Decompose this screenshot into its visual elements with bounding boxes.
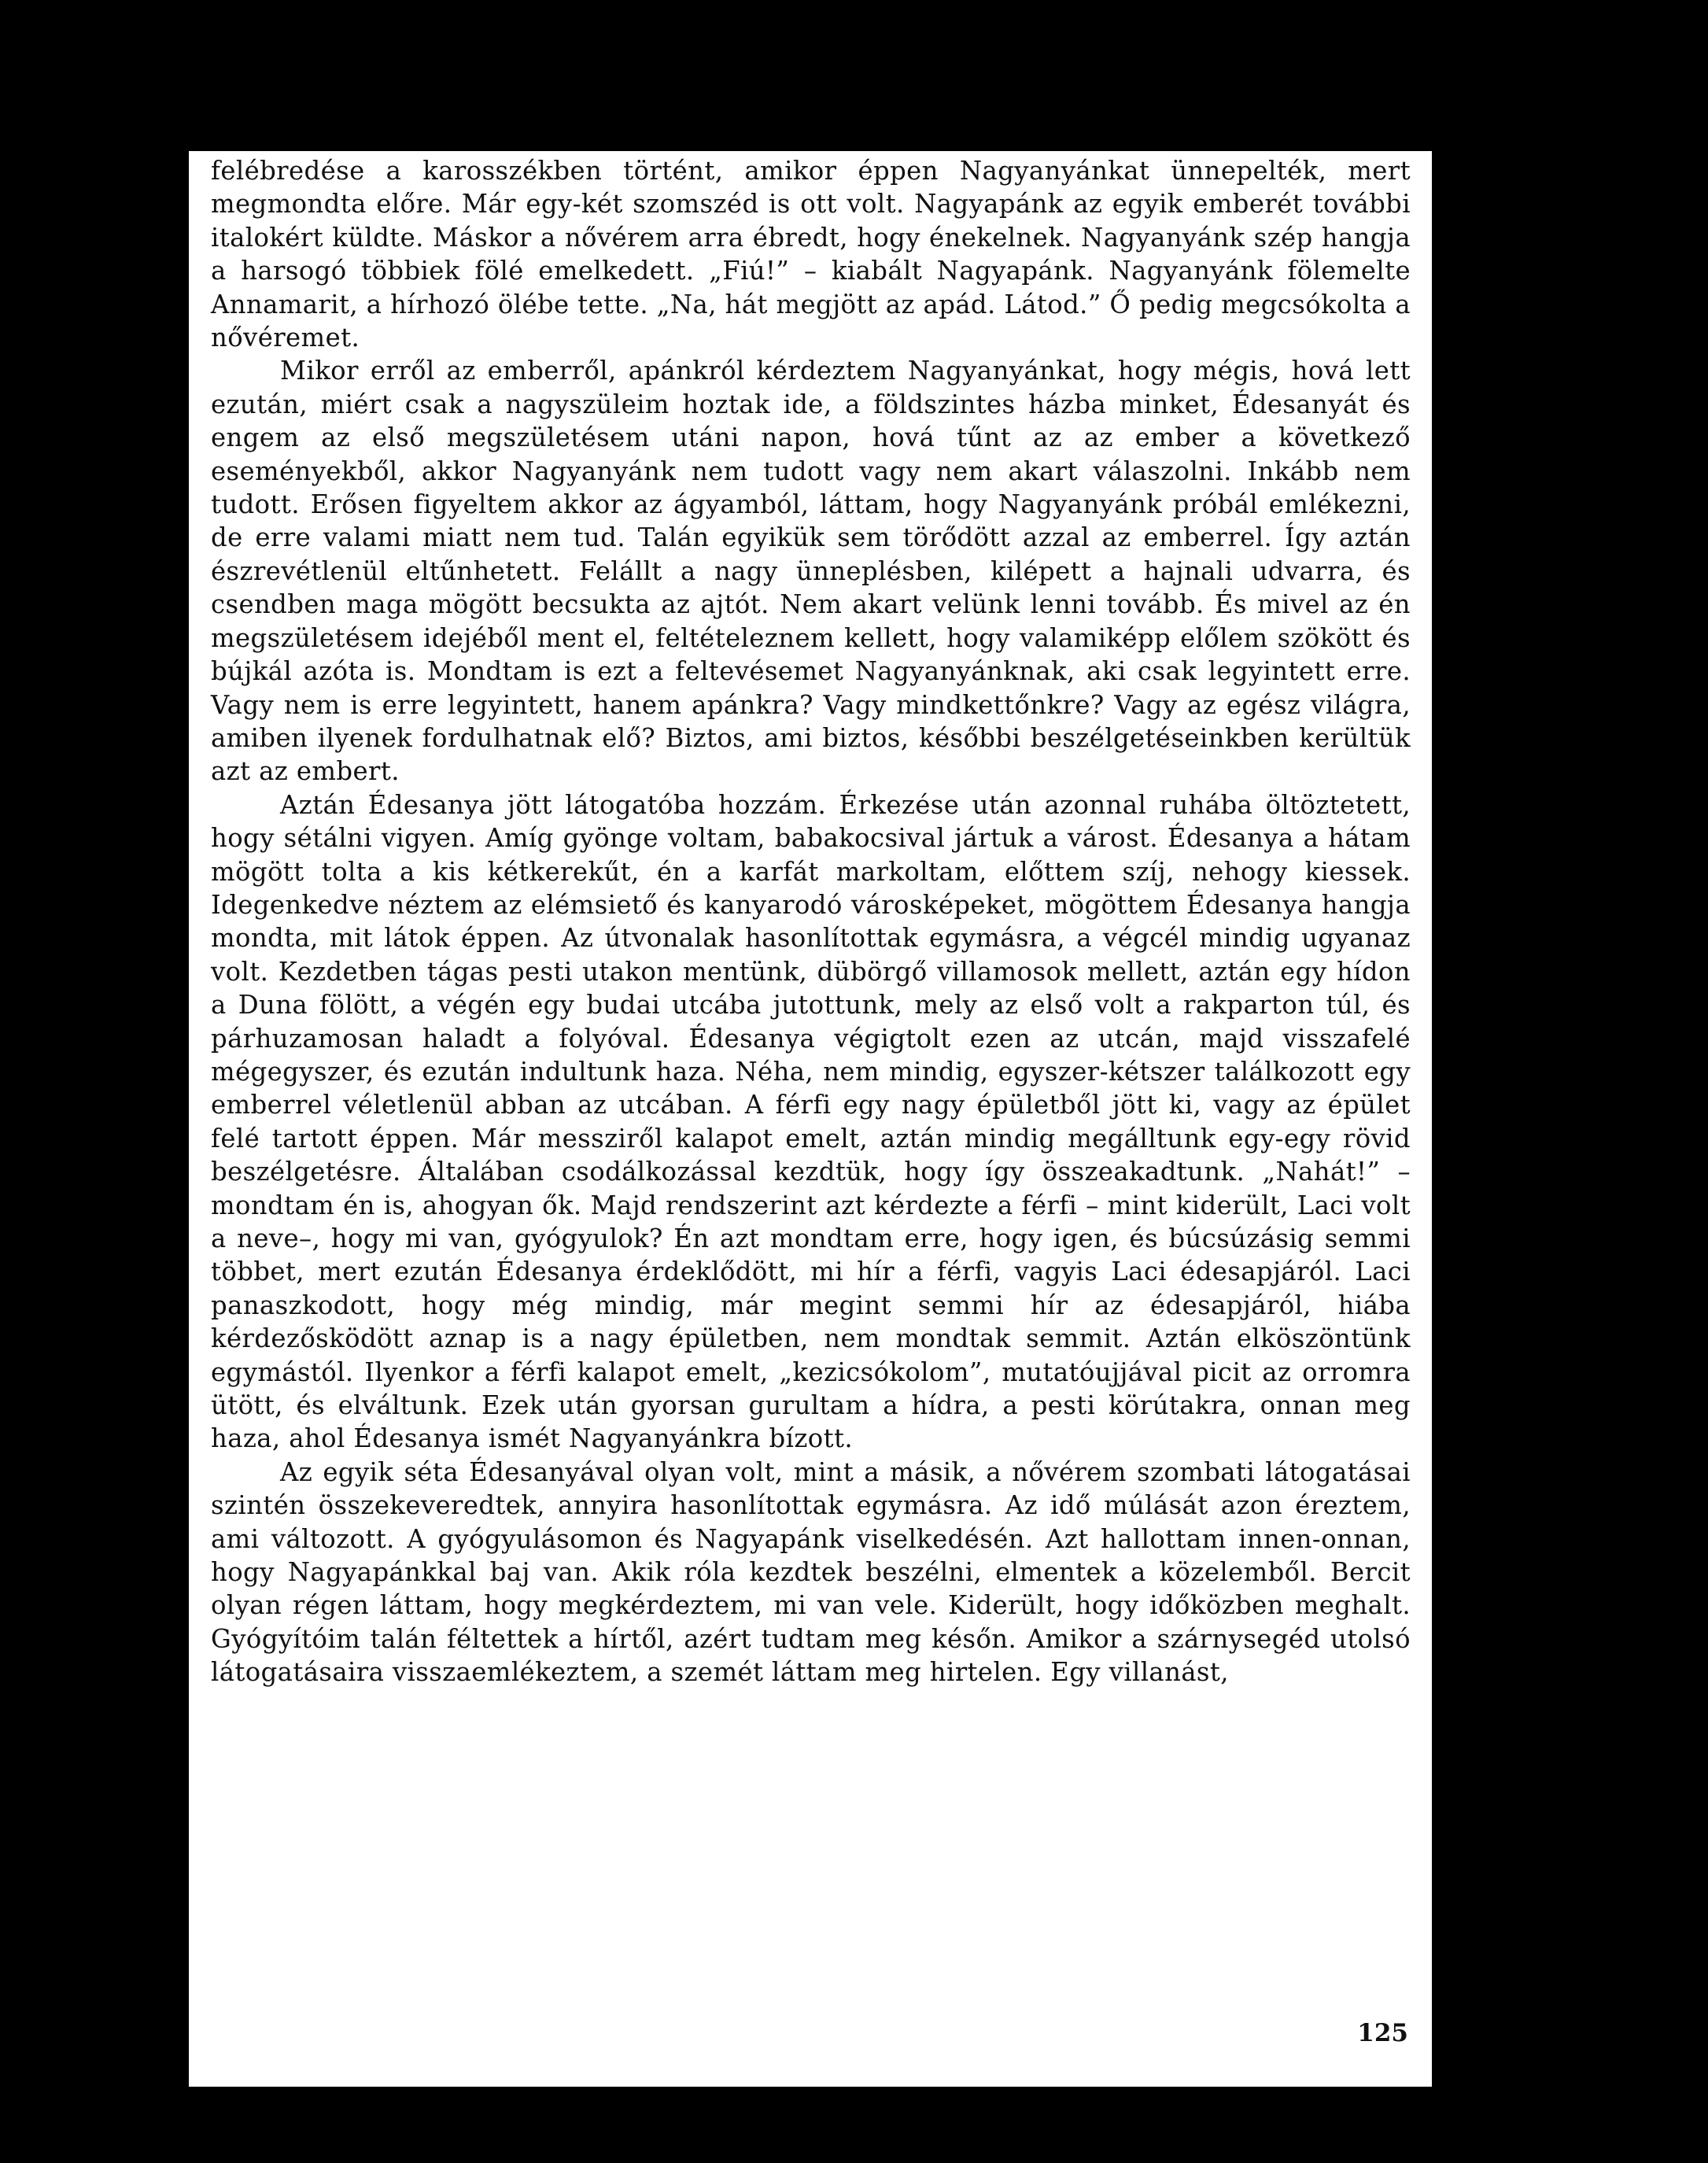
- body-text: [211, 154, 1411, 1689]
- scan-border-left: [0, 0, 189, 2163]
- paragraph: Aztán Édesanya jött látogatóba hozzám. Érkezése után azonnal ruhába öltöztetett, hogy sétálni vigyen. Amíg gyönge voltam, babakocsival jártuk a várost. Édesanya a hátam mögött tolta a kis kétkerekűt, én a karfát markoltam, előttem szíj, nehogy kiessek. Idegenkedve néztem az elémsiető és kanyarodó városképeket, mögöttem Édesanya hangja mondta, mit látok éppen. Az útvonalak hasonlítottak egymásra, a végcél mindig ugyanaz volt. Kezdetben tágas pesti utakon mentünk, dübörgő villamosok mellett, aztán egy hídon a Duna fölött, a végén egy budai utcába jutottunk, mely az első volt a rakparton túl, és párhuzamosan haladt a folyóval. Édesanya végigtolt ezen az utcán, majd visszafelé mégegyszer, és ezután indultunk haza. Néha, nem mindig, egyszer-kétszer találkozott egy emberrel véletlenül abban az utcában. A férfi egy nagy épületből jött ki, vagy az épület felé tartott éppen. Már messziről kalapot emelt, aztán mindig megálltunk egy-egy rövid beszélgetésre. Általában csodálkozással kezdtük, hogy így összeakadtunk. „Nahát!” – mondtam én is, ahogyan ők. Majd rendszerint azt kérdezte a férfi – mint kiderült, Laci volt a neve–, hogy mi van, gyógyulok? Én azt mondtam erre, hogy igen, és búcsúzásig semmi többet, mert ezután Édesanya érdeklődött, mi hír a férfi, vagyis Laci édesapjáról. Laci panaszkodott, hogy még mindig, már megint semmi hír az édesapjáról, hiába kérdezősködött aznap is a nagy épületben, nem mondtak semmit. Aztán elköszöntünk egymástól. Ilyenkor a férfi kalapot emelt, „kezicsókolom”, mutatóujjával picit az orromra ütött, és elváltunk. Ezek után gyorsan gurultam a hídra, a pesti körútakra, onnan meg haza, ahol Édesanya ismét Nagyanyánkra bízott.: [211, 789, 1411, 1454]
- paragraph: Mikor erről az emberről, apánkról kérdeztem Nagyanyánkat, hogy mégis, hová lett ezután, miért csak a nagyszüleim hoztak ide, a földszintes házba minket, Édesanyát és engem az első megszületésem utáni napon, hová tűnt az az ember a következő eseményekből, akkor Nagyanyánk nem tudott vagy nem akart válaszolni. Inkább nem tudott. Erősen figyeltem akkor az ágyamból, láttam, hogy Nagyanyánk próbál emlékezni, de erre valami miatt nem tud. Talán egyikük sem törődött azzal az emberrel. Így aztán észrevétlenül eltűnhetett. Felállt a nagy ünneplésben, kilépett a hajnali udvarra, és csendben maga mögött becsukta az ajtót. Nem akart velünk lenni tovább. És mivel az én megszületésem idejéből ment el, feltételeznem kellett, hogy valamiképp előlem szökött és bújkál azóta is. Mondtam is ezt a feltevésemet Nagyanyánknak, aki csak legyintett erre. Vagy nem is erre legyintett, hanem apánkra? Vagy mindkettőnkre? Vagy az egész világra, amiben ilyenek fordulhatnak elő? Biztos, ami biztos, későbbi beszélgetéseinkben kerültük azt az embert.: [211, 356, 1411, 787]
- page-number: 125: [1357, 2019, 1408, 2047]
- paragraph-continued: felébredése a karosszékben történt, amikor éppen Nagyanyánkat ünnepelték, mert megmondta előre. Már egy-két szomszéd is ott volt. Nagyapánk az egyik emberét további italokért küldte. Máskor a nővérem arra ébredt, hogy énekelnek. Nagyanyánk szép hangja a harsogó többiek fölé emelkedett. „Fiú!” – kiabált Nagyapánk. Nagyanyánk fölemelte Annamarit, a hírhozó ölébe tette. „Na, hát megjött az apád. Látod.” Ő pedig megcsókolta a nővéremet.: [211, 156, 1411, 353]
- scan-border-right: [1432, 0, 1708, 2163]
- paragraph: Az egyik séta Édesanyával olyan volt, mint a másik, a nővérem szombati látogatásai szintén összekeveredtek, annyira hasonlítottak egymásra. Az idő múlását azon éreztem, ami változott. A gyógyulásomon és Nagyapánk viselkedésén. Azt hallottam innen-onnan, hogy Nagyapánkkal baj van. Akik róla kezdtek beszélni, elmentek a közelemből. Bercit olyan régen láttam, hogy megkérdeztem, mi van vele. Kiderült, hogy időközben meghalt. Gyógyítóim talán féltettek a hírtől, azért tudtam meg későn. Amikor a szárnysegéd utolsó látogatásaira visszaemlékeztem, a szemét láttam meg hirtelen. Egy villanást,: [211, 1456, 1411, 1688]
